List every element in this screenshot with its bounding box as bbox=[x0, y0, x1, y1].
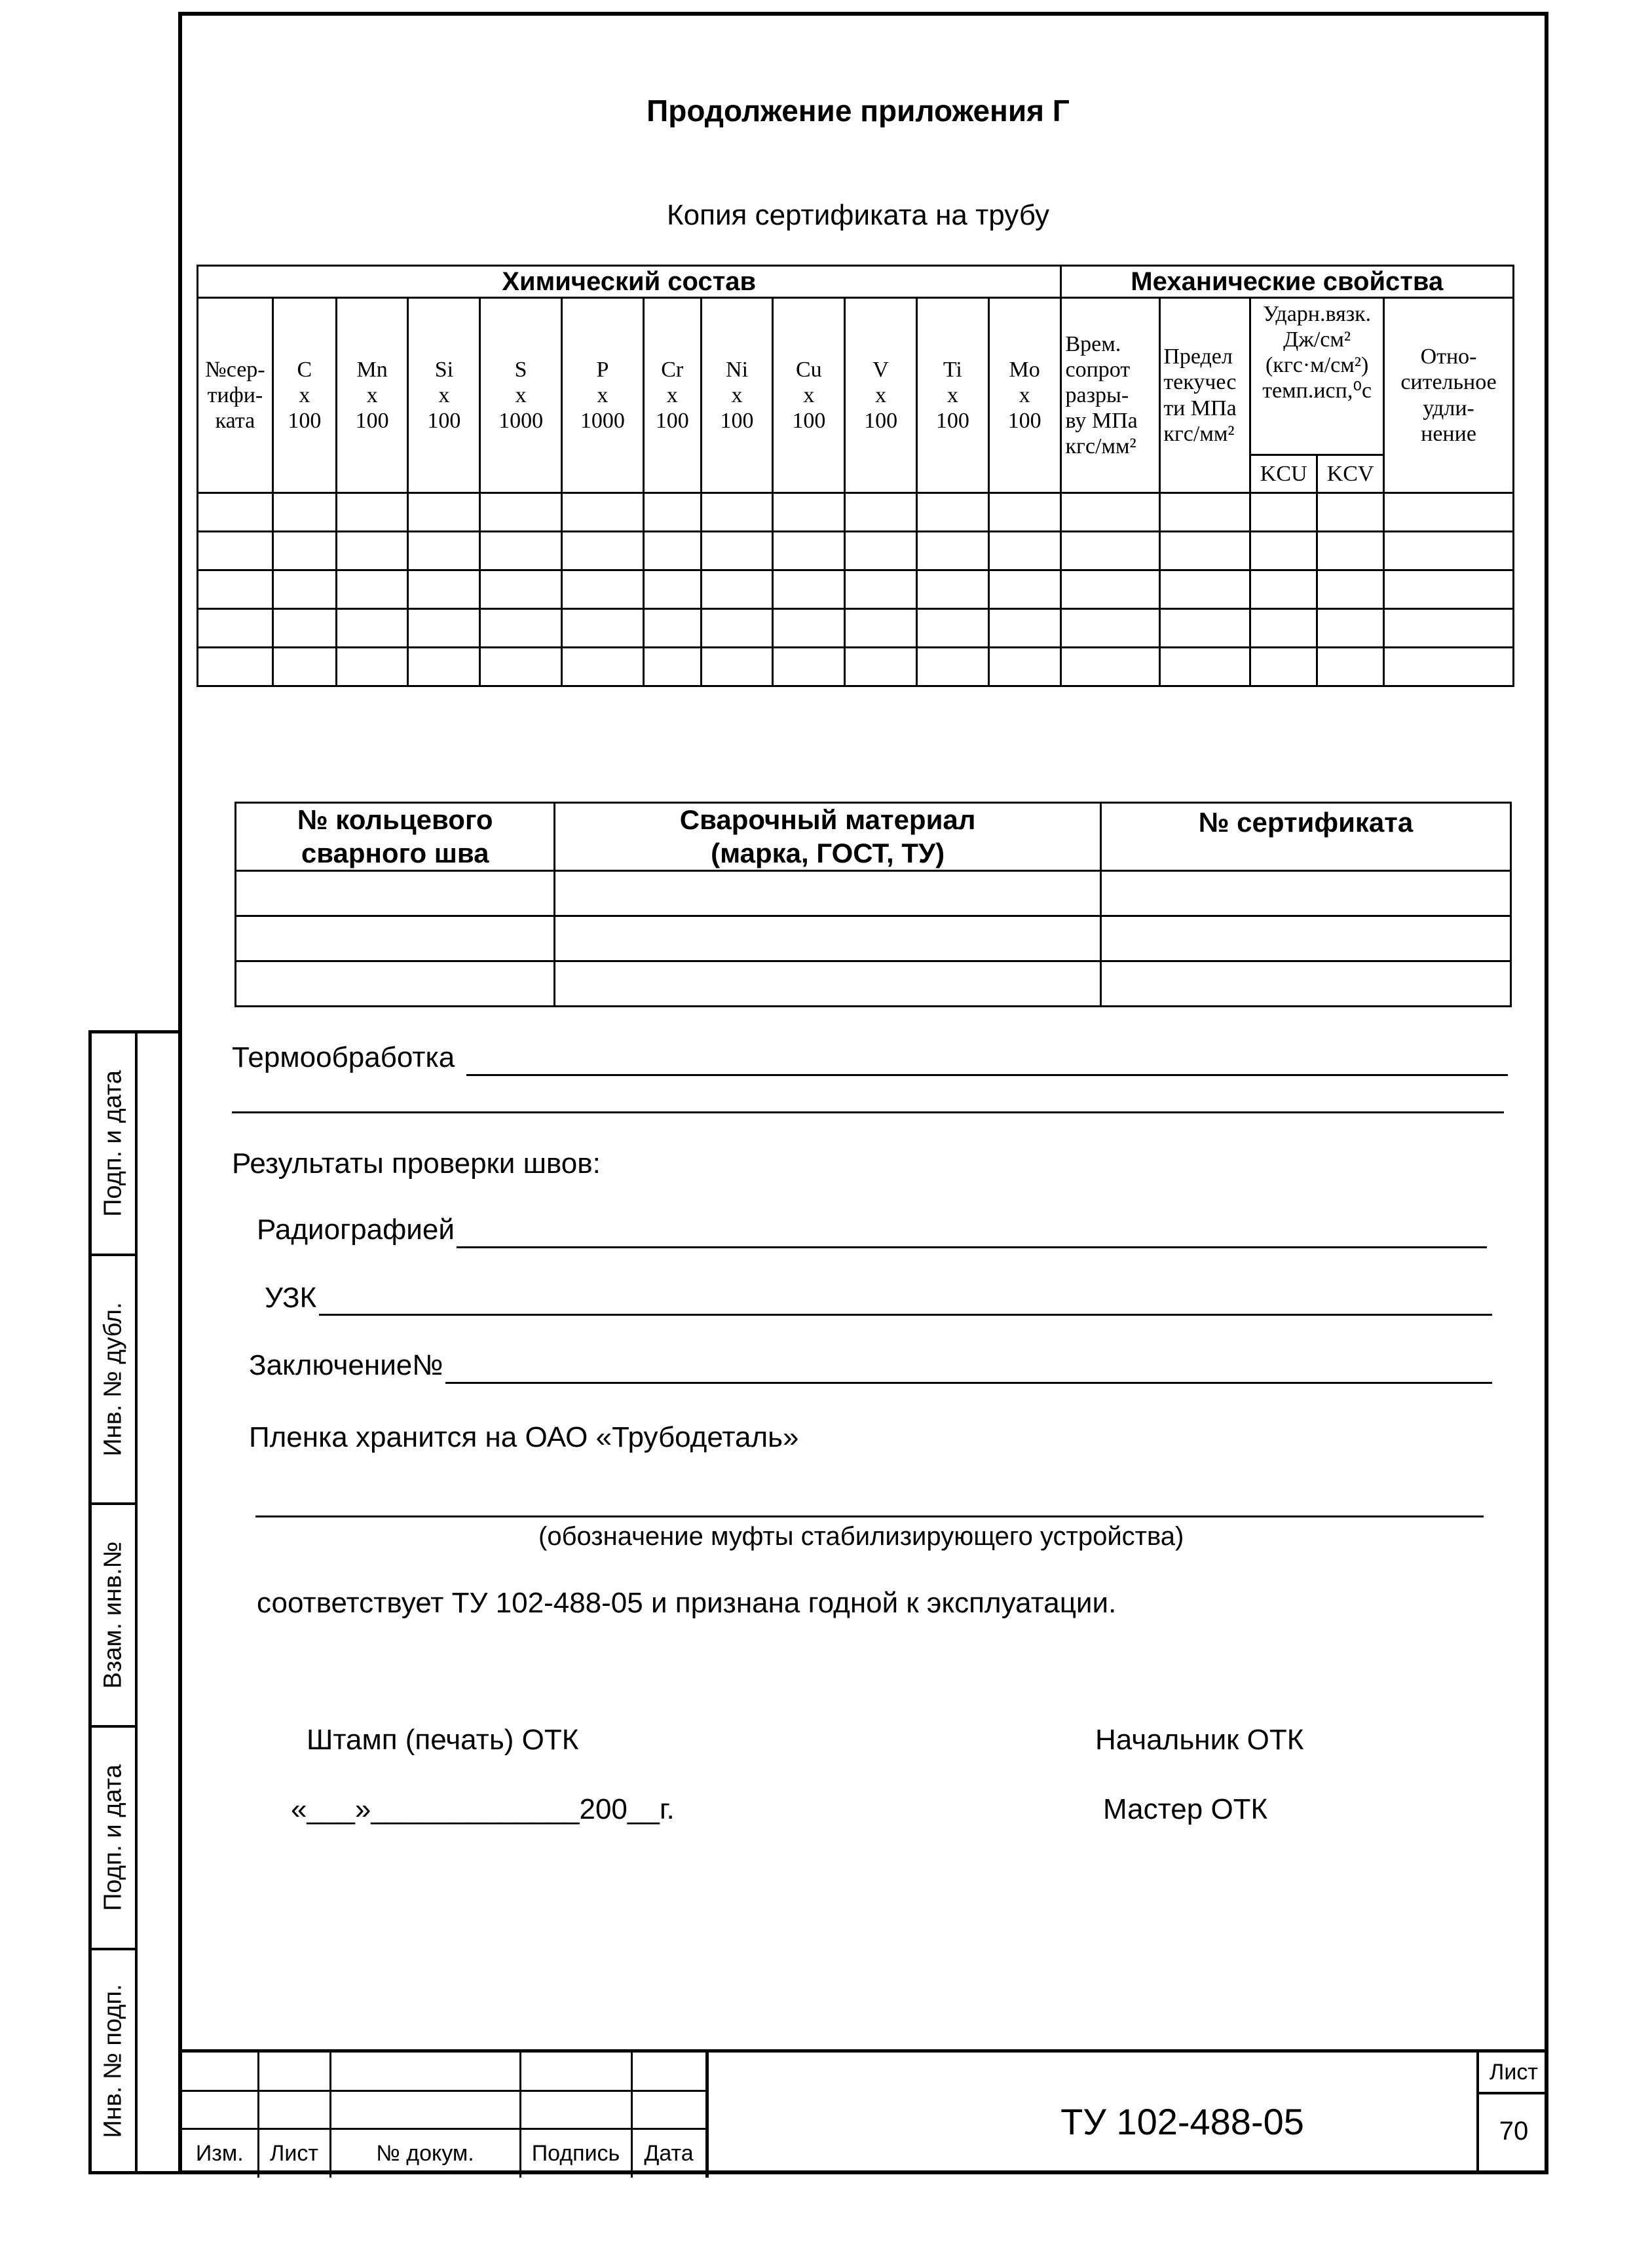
sheet-label: Лист bbox=[1479, 2053, 1548, 2094]
header-cert-number: №сер- тифи- ката bbox=[198, 298, 273, 493]
compliance-text: соответствует ТУ 102-488-05 и признана годной к эксплуатации. bbox=[257, 1587, 1117, 1619]
sidebar-stamp bbox=[88, 1030, 182, 2174]
table-row bbox=[198, 570, 1514, 609]
revision-grid bbox=[182, 2053, 707, 2178]
header-element-si: Si x 100 bbox=[408, 298, 480, 493]
header-kcu: KCU bbox=[1250, 455, 1317, 493]
header-tensile-strength: Врем. сопрот разры- ву МПа кгс/мм² bbox=[1060, 298, 1160, 493]
header-element-p: P x 1000 bbox=[562, 298, 644, 493]
table-row bbox=[236, 871, 1511, 916]
heat-treatment-line-2 bbox=[232, 1111, 1504, 1113]
page-subtitle: Копия сертификата на трубу bbox=[667, 199, 1049, 231]
table-row bbox=[236, 916, 1511, 961]
header-impact-strength: Ударн.вязк. Дж/см² (кгс·м/см²) темп.исп,⁰с bbox=[1250, 298, 1384, 455]
header-element-cu: Cu x 100 bbox=[773, 298, 845, 493]
header-weld-material: Сварочный материал (марка, ГОСТ, ТУ) bbox=[555, 803, 1101, 871]
header-yield-strength: Предел текучес ти МПа кгс/мм² bbox=[1160, 298, 1250, 493]
radiography-label: Радиографией bbox=[257, 1214, 455, 1246]
chemical-mechanical-table bbox=[197, 265, 1514, 687]
col-sheet: Лист bbox=[258, 2129, 330, 2178]
col-date: Дата bbox=[631, 2129, 706, 2178]
table-row bbox=[198, 609, 1514, 648]
header-element-mn: Mn x 100 bbox=[336, 298, 408, 493]
ultrasonic-line bbox=[319, 1314, 1492, 1316]
table-row bbox=[198, 493, 1514, 532]
header-kcv: KCV bbox=[1317, 455, 1384, 493]
header-elongation: Отно- сительное удли- нение bbox=[1384, 298, 1514, 493]
sidebar-cell-replace-inv: Взам. инв.№ bbox=[92, 1505, 135, 1728]
designation-caption: (обозначение муфты стабилизирующего устройства) bbox=[538, 1522, 1184, 1551]
table-row bbox=[236, 961, 1511, 1007]
head-otk-label: Начальник ОТК bbox=[1095, 1724, 1304, 1756]
designation-line bbox=[255, 1515, 1484, 1517]
col-signature: Подпись bbox=[520, 2129, 631, 2178]
heat-treatment-line bbox=[466, 1074, 1508, 1076]
sidebar-cell-orig-inv: Инв. № подп. bbox=[92, 1950, 135, 2174]
sidebar-cell-signature-date-1: Подп. и дата bbox=[92, 1033, 135, 1256]
document-code: ТУ 102-488-05 bbox=[706, 2053, 1631, 2178]
sidebar-divider bbox=[135, 1033, 138, 2171]
header-element-cr: Cr x 100 bbox=[643, 298, 701, 493]
header-mechanical-properties: Механические свойства bbox=[1060, 266, 1514, 298]
conclusion-label: Заключение№ bbox=[249, 1349, 443, 1381]
table-row bbox=[198, 648, 1514, 686]
header-element-ni: Ni x 100 bbox=[701, 298, 773, 493]
sidebar-cell-dup-inv: Инв. № дубл. bbox=[92, 1256, 135, 1505]
master-otk-label: Мастер ОТК bbox=[1103, 1793, 1268, 1825]
header-element-ti: Ti x 100 bbox=[916, 298, 988, 493]
sheet-box bbox=[1476, 2053, 1548, 2174]
heat-treatment-label: Термообработка bbox=[232, 1041, 455, 1073]
date-line: «___»_____________200__г. bbox=[291, 1793, 675, 1825]
header-element-mo: Mo x 100 bbox=[988, 298, 1060, 493]
header-element-s: S x 1000 bbox=[480, 298, 562, 493]
weld-table bbox=[234, 802, 1512, 1007]
header-element-c: C x 100 bbox=[272, 298, 336, 493]
col-doc-number: № докум. bbox=[330, 2129, 520, 2178]
header-chemical-composition: Химический состав bbox=[198, 266, 1061, 298]
conclusion-line bbox=[445, 1382, 1492, 1384]
film-storage-text: Пленка хранится на ОАО «Трубодеталь» bbox=[249, 1421, 799, 1453]
title-block bbox=[182, 2049, 1548, 2178]
heading-block bbox=[0, 93, 1631, 128]
table-row bbox=[198, 532, 1514, 570]
stamp-label: Штамп (печать) ОТК bbox=[307, 1724, 579, 1756]
radiography-line bbox=[457, 1246, 1487, 1248]
col-change: Изм. bbox=[182, 2129, 258, 2178]
header-weld-number: № кольцевого сварного шва bbox=[236, 803, 555, 871]
header-element-v: V x 100 bbox=[845, 298, 917, 493]
header-certificate-number: № сертификата bbox=[1100, 803, 1510, 871]
ultrasonic-label: УЗК bbox=[265, 1282, 317, 1314]
page-heading: Продолжение приложения Г bbox=[647, 94, 1070, 128]
sidebar-cell-signature-date-2: Подп. и дата bbox=[92, 1728, 135, 1950]
sheet-number: 70 bbox=[1499, 2117, 1529, 2146]
results-label: Результаты проверки швов: bbox=[232, 1147, 601, 1180]
